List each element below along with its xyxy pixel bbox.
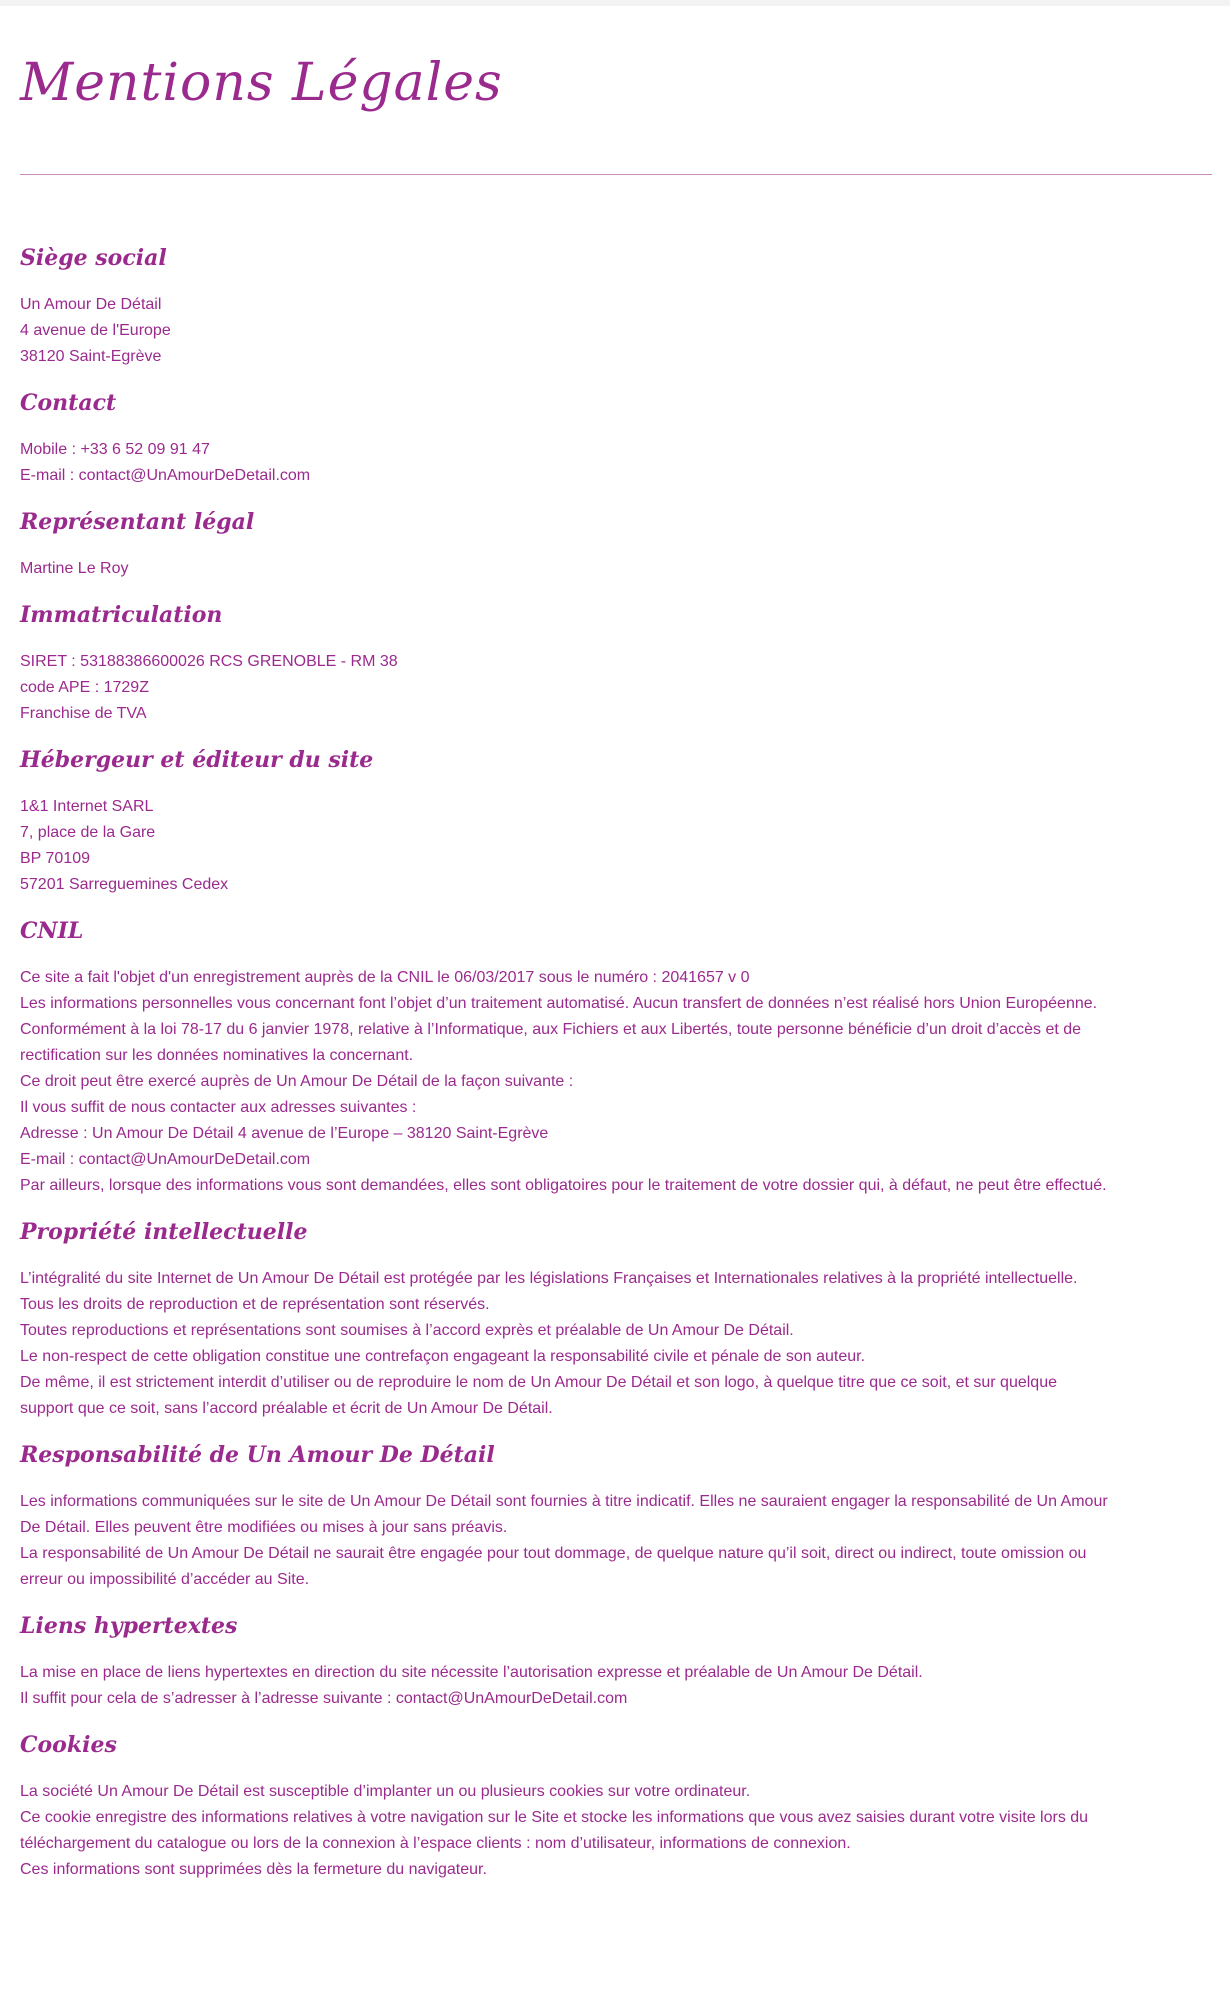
section-body: [20, 278, 1212, 383]
text-line: Les informations communiquées sur le site de Un Amour De Détail sont fournies à titre indicatif. Elles ne sauraient engager la responsabilité de Un Amour: [20, 1493, 1108, 1510]
section-heading: Contact: [20, 390, 117, 416]
section-body: [20, 780, 1212, 911]
text-line: Toutes reproductions et représentations sont soumises à l’accord exprès et préalable de Un Amour De Détail.: [20, 1322, 794, 1339]
section-body: [20, 542, 1212, 595]
text-line: Par ailleurs, lorsque des informations vous sont demandées, elles sont obligatoires pour le traitement de votre dossier qui, à défaut, ne peut être effectué.: [20, 1177, 1107, 1194]
text-line: Les informations personnelles vous concernant font l’objet d’un traitement automatisé. Aucun transfert de données n’est réalisé hors Union Européenne.: [20, 995, 1098, 1012]
text-line: E-mail : contact@UnAmourDeDetail.com: [20, 467, 311, 484]
text-line: De Détail. Elles peuvent être modifiées ou mises à jour sans préavis.: [20, 1519, 508, 1536]
section-heading: Immatriculation: [20, 602, 223, 628]
section-body: [20, 1765, 1212, 1896]
top-strip: [0, 0, 1230, 6]
text-line: Un Amour De Détail: [20, 296, 162, 313]
section-siege-social: [20, 238, 1212, 383]
section-responsabilite-de-un-amour-de-detail: [20, 1435, 1212, 1606]
text-line: SIRET : 53188386600026 RCS GRENOBLE - RM 38: [20, 653, 398, 670]
text-line: Il suffit pour cela de s’adresser à l’adresse suivante : contact@UnAmourDeDetail.com: [20, 1690, 628, 1707]
section-representant-legal: [20, 502, 1212, 595]
text-line: La responsabilité de Un Amour De Détail ne saurait être engagée pour tout dommage, de quelque nature qu’il soit, direct ou indirect, toute omission ou: [20, 1545, 1087, 1562]
section-body: [20, 1252, 1212, 1435]
text-line: 1&1 Internet SARL: [20, 798, 154, 815]
section-heading: Liens hypertextes: [20, 1613, 238, 1639]
section-liens-hypertextes: [20, 1606, 1212, 1725]
title-divider: [20, 174, 1212, 175]
text-line: Ces informations sont supprimées dès la fermeture du navigateur.: [20, 1861, 487, 1878]
text-line: Franchise de TVA: [20, 705, 147, 722]
text-line: E-mail : contact@UnAmourDeDetail.com: [20, 1151, 311, 1168]
section-immatriculation: [20, 595, 1212, 740]
page-title: Mentions Légales: [20, 53, 503, 113]
text-line: 4 avenue de l'Europe: [20, 322, 171, 339]
section-heading: Cookies: [20, 1732, 117, 1758]
section-heading: Responsabilité de Un Amour De Détail: [20, 1442, 495, 1468]
text-line: téléchargement du catalogue ou lors de la connexion à l’espace clients : nom d’utilisateur, informations de connexion.: [20, 1835, 851, 1852]
section-body: [20, 1475, 1212, 1606]
section-body: [20, 1646, 1212, 1725]
text-line: Ce site a fait l'objet d'un enregistrement auprès de la CNIL le 06/03/2017 sous le numéro : 2041657 v 0: [20, 969, 750, 986]
section-heading: CNIL: [20, 918, 84, 944]
section-propriete-intellectuelle: [20, 1212, 1212, 1435]
section-heading: Hébergeur et éditeur du site: [20, 747, 374, 773]
text-line: La société Un Amour De Détail est susceptible d’implanter un ou plusieurs cookies sur votre ordinateur.: [20, 1783, 751, 1800]
section-cnil: [20, 911, 1212, 1212]
text-line: Adresse : Un Amour De Détail 4 avenue de l’Europe – 38120 Saint-Egrève: [20, 1125, 549, 1142]
text-line: rectification sur les données nominatives la concernant.: [20, 1047, 414, 1064]
text-line: Il vous suffit de nous contacter aux adresses suivantes :: [20, 1099, 417, 1116]
section-body: [20, 423, 1212, 502]
text-line: 38120 Saint-Egrève: [20, 348, 162, 365]
text-line: Martine Le Roy: [20, 560, 129, 577]
text-line: support que ce soit, sans l’accord préalable et écrit de Un Amour De Détail.: [20, 1400, 553, 1417]
text-line: Ce droit peut être exercé auprès de Un Amour De Détail de la façon suivante :: [20, 1073, 574, 1090]
section-body: [20, 635, 1212, 740]
text-line: L’intégralité du site Internet de Un Amour De Détail est protégée par les législations Françaises et Internationales relatives à la propriété intellectuelle.: [20, 1270, 1078, 1287]
legal-content: [20, 238, 1212, 1896]
text-line: erreur ou impossibilité d’accéder au Site.: [20, 1571, 310, 1588]
section-heading: Propriété intellectuelle: [20, 1219, 308, 1245]
text-line: 57201 Sarreguemines Cedex: [20, 876, 229, 893]
section-heading: Représentant légal: [20, 509, 255, 535]
text-line: La mise en place de liens hypertextes en direction du site nécessite l’autorisation expresse et préalable de Un Amour De Détail.: [20, 1664, 923, 1681]
text-line: BP 70109: [20, 850, 90, 867]
text-line: 7, place de la Gare: [20, 824, 156, 841]
text-line: De même, il est strictement interdit d’utiliser ou de reproduire le nom de Un Amour De Détail et son logo, à quelque titre que ce soit, et sur quelque: [20, 1374, 1057, 1391]
text-line: Mobile : +33 6 52 09 91 47: [20, 441, 210, 458]
text-line: Tous les droits de reproduction et de représentation sont réservés.: [20, 1296, 490, 1313]
text-line: Ce cookie enregistre des informations relatives à votre navigation sur le Site et stocke les informations que vous avez saisies durant votre visite lors du: [20, 1809, 1089, 1826]
section-cookies: [20, 1725, 1212, 1896]
section-body: [20, 951, 1212, 1212]
section-heading: Siège social: [20, 245, 167, 271]
text-line: Le non-respect de cette obligation constitue une contrefaçon engageant la responsabilité civile et pénale de son auteur.: [20, 1348, 866, 1365]
text-line: code APE : 1729Z: [20, 679, 149, 696]
text-line: Conformément à la loi 78-17 du 6 janvier 1978, relative à l’Informatique, aux Fichiers et aux Libertés, toute personne bénéficie d’un droit d’accès et de: [20, 1021, 1082, 1038]
section-contact: [20, 383, 1212, 502]
section-hebergeur-et-editeur-du-site: [20, 740, 1212, 911]
